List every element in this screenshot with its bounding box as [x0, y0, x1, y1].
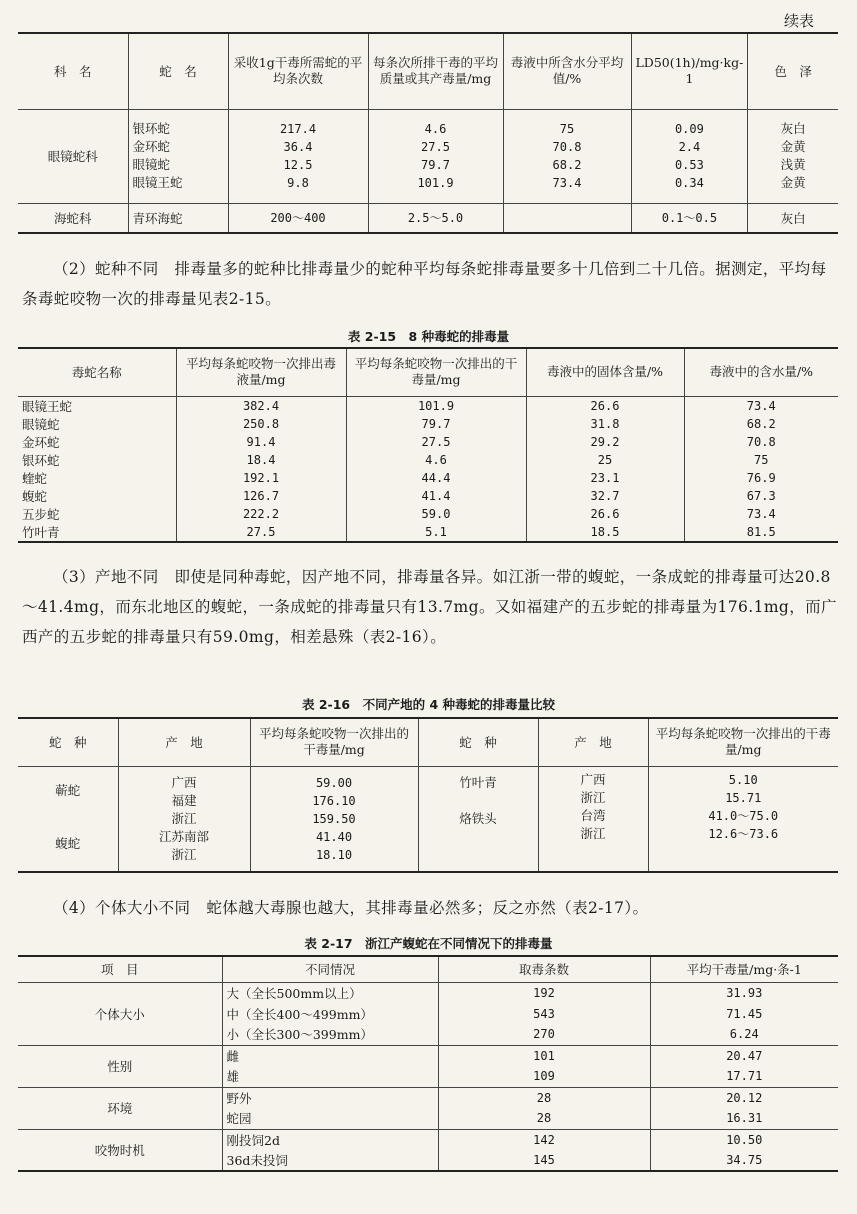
table-cell: 浙江 — [171, 846, 197, 862]
table-cell: 41.0～75.0 — [708, 808, 779, 823]
table-cell: 73.4 — [552, 176, 582, 190]
table-cell: 73.4 — [684, 505, 838, 523]
table-cell: 眼镜蛇 — [132, 157, 171, 172]
species-col — [418, 766, 538, 872]
table-cell: 176.10 — [312, 793, 356, 808]
table-cell: 烙铁头 — [459, 810, 497, 826]
table-cell: 12.6～73.6 — [708, 826, 779, 841]
table-header: 蛇 名 — [128, 33, 228, 109]
table-header: 产 地 — [538, 718, 648, 766]
table-header: 毒液中的固体含量/% — [526, 348, 684, 396]
table-cell: 0.09 — [674, 122, 704, 136]
family-cell: 海蛇科 — [53, 210, 92, 226]
table-cell: 银环蛇 — [22, 452, 60, 468]
group-cell: 环境 — [107, 1101, 133, 1116]
table-header: 蛇 种 — [48, 735, 87, 751]
group-cell: 咬物时机 — [94, 1142, 145, 1158]
table-cell: 28 — [438, 1108, 650, 1129]
table-row — [18, 469, 838, 487]
table-cell: 59.0 — [346, 505, 526, 523]
table-cell: 浙江 — [171, 810, 197, 826]
table-header: 取毒条数 — [438, 956, 650, 982]
table-row — [18, 451, 838, 469]
table-header: 平均每条蛇咬物一次排出的干毒量/mg — [250, 718, 418, 766]
table-cell: 灰白 — [748, 203, 838, 233]
table-cell: 6.24 — [650, 1024, 838, 1045]
table-cell: 27.5 — [346, 433, 526, 451]
table-header: 科 名 — [53, 64, 92, 80]
table-cell: 59.00 — [315, 775, 353, 790]
table-cell: 小（全长300～399mm） — [222, 1024, 438, 1045]
table-cell: 野外 — [222, 1087, 438, 1108]
table-cell: 5.10 — [728, 772, 758, 787]
table-header: 平均每条蛇咬物一次排出的干毒量/mg — [346, 348, 526, 396]
table-cell: 192 — [438, 982, 650, 1003]
paragraph: （2）蛇种不同 排毒量多的蛇种比排毒量少的蛇种平均每条蛇排毒量要多十几倍到二十几倍。据测定，平均每条毒蛇咬物一次的排毒量见表2-15。 — [22, 260, 827, 308]
table-cell: 蝮蛇 — [55, 835, 81, 851]
table-cell: 浙江 — [580, 789, 606, 805]
table-cell: 眼镜蛇 — [22, 416, 60, 432]
table-caption: 表 2-15 8 种毒蛇的排毒量 — [347, 329, 510, 344]
water-list — [503, 109, 631, 203]
table-header: 蛇 种 — [418, 718, 538, 766]
group-cell: 性别 — [107, 1059, 133, 1074]
table-cell: 12.5 — [283, 158, 313, 172]
table-cell — [503, 203, 631, 233]
table-cell: 20.47 — [650, 1045, 838, 1066]
table-cell: 2.5～5.0 — [368, 203, 503, 233]
table-cell: 25 — [526, 451, 684, 469]
ld50-list — [631, 109, 748, 203]
table-cell: 26.6 — [526, 505, 684, 523]
table-cell: 蕲蛇 — [55, 782, 81, 798]
table-cell: 27.5 — [176, 523, 346, 542]
table-cell: 金环蛇 — [22, 434, 60, 450]
value-col — [648, 766, 838, 872]
table-row — [18, 1045, 838, 1066]
table-cell: 79.7 — [421, 158, 450, 172]
table-cell: 159.50 — [312, 811, 356, 826]
table-cell: 0.53 — [674, 158, 704, 172]
table-cell: 20.12 — [650, 1087, 838, 1108]
table-header: 每条次所排干毒的平均质量或其产毒量/mg — [368, 33, 503, 109]
table-cell: 竹叶青 — [22, 524, 60, 540]
table-cell: 270 — [438, 1024, 650, 1045]
table-cell: 5.1 — [346, 523, 526, 542]
table-cell: 192.1 — [176, 469, 346, 487]
table-row — [18, 487, 838, 505]
table-row — [18, 433, 838, 451]
table-header: 平均干毒量/mg·条-1 — [650, 956, 838, 982]
table-cell: 36d未投饲 — [222, 1150, 438, 1171]
table-cell: 广西 — [580, 771, 606, 787]
table-row — [18, 1087, 838, 1108]
table-cell: 34.75 — [650, 1150, 838, 1171]
paragraph: （3）产地不同 即使是同种毒蛇，因产地不同，排毒量各异。如江浙一带的蝮蛇，一条成蛇的排毒量可达20.8～41.4mg，而东北地区的蝮蛇，一条成蛇的排毒量只有13.7mg。又如福建产的五步蛇的排毒量为176.1mg，而广西产的五步蛇的排毒量只有59.0mg，相差悬殊（表2-16）。 — [22, 568, 837, 646]
table-cell: 银环蛇 — [132, 121, 171, 136]
table-cell: 18.5 — [526, 523, 684, 542]
table-cell: 71.45 — [650, 1003, 838, 1024]
table-cell: 217.4 — [279, 122, 317, 136]
table-2-15 — [18, 347, 838, 543]
table-cell: 67.3 — [684, 487, 838, 505]
table-header: 色 泽 — [748, 33, 838, 109]
table-cell: 4.6 — [424, 122, 447, 136]
table-cell: 浅黄 — [780, 157, 806, 172]
table-cell: 68.2 — [684, 415, 838, 433]
table-header: 毒液中所含水分平均值/% — [503, 33, 631, 109]
table-cell: 0.34 — [674, 176, 704, 190]
table-cell: 382.4 — [176, 396, 346, 415]
table-cell: 9.8 — [287, 176, 309, 190]
table-cell: 青环海蛇 — [128, 203, 228, 233]
species-col — [18, 766, 118, 872]
table-cell: 101.9 — [346, 396, 526, 415]
table-cell: 75 — [559, 122, 575, 136]
snake-list — [128, 109, 228, 203]
table-header: 毒蛇名称 — [71, 365, 122, 381]
table-header: 毒液中的含水量/% — [684, 348, 838, 396]
table-cell: 蛇园 — [222, 1108, 438, 1129]
table-cell: 543 — [438, 1003, 650, 1024]
table-cell: 0.1～0.5 — [631, 203, 748, 233]
table-cell: 31.93 — [650, 982, 838, 1003]
table-cell: 145 — [438, 1150, 650, 1171]
table-cell: 金环蛇 — [132, 139, 171, 154]
table-cell: 15.71 — [725, 790, 762, 805]
table-header: 产 地 — [118, 718, 250, 766]
color-list — [748, 109, 838, 203]
table-header: 平均每条蛇咬物一次排出的干毒量/mg — [648, 718, 838, 766]
table-caption: 表 2-17 浙江产蝮蛇在不同情况下的排毒量 — [304, 936, 553, 951]
table-cell: 101 — [438, 1045, 650, 1066]
table-cell: 4.6 — [346, 451, 526, 469]
table-header: 不同情况 — [222, 956, 438, 982]
table-row — [18, 1129, 838, 1150]
table-row — [18, 505, 838, 523]
table-continued — [18, 32, 838, 234]
paragraph: （4）个体大小不同 蛇体越大毒腺也越大，其排毒量必然多；反之亦然（表2-17）。 — [53, 899, 649, 917]
value-col — [250, 766, 418, 872]
table-cell: 109 — [438, 1066, 650, 1087]
table-cell: 32.7 — [526, 487, 684, 505]
table-cell: 灰白 — [780, 121, 806, 136]
table-cell: 70.8 — [684, 433, 838, 451]
table-row — [18, 523, 838, 542]
table-cell: 蝮蛇 — [22, 488, 48, 504]
table-row — [18, 396, 838, 415]
table-caption: 表 2-16 不同产地的 4 种毒蛇的排毒量比较 — [301, 697, 556, 712]
table-header: 平均每条蛇咬物一次排出毒液量/mg — [176, 348, 346, 396]
table-cell: 41.40 — [315, 829, 353, 844]
table-cell: 蝰蛇 — [22, 470, 48, 486]
table-cell: 五步蛇 — [22, 506, 60, 522]
table-cell: 26.6 — [526, 396, 684, 415]
table-cell: 17.71 — [650, 1066, 838, 1087]
table-cell: 36.4 — [283, 140, 313, 154]
table-cell: 广西 — [171, 774, 197, 790]
table-cell: 250.8 — [176, 415, 346, 433]
table-cell: 76.9 — [684, 469, 838, 487]
table-header: 采收1g干毒所需蛇的平均条次数 — [228, 33, 368, 109]
table-cell: 雌 — [222, 1045, 438, 1066]
table-cell: 23.1 — [526, 469, 684, 487]
table-cell: 68.2 — [552, 158, 582, 172]
group-cell: 个体大小 — [94, 1006, 145, 1022]
table-cell: 73.4 — [684, 396, 838, 415]
table-cell: 眼镜王蛇 — [22, 398, 73, 414]
table-cell: 18.4 — [176, 451, 346, 469]
table-cell: 中（全长400～499mm） — [222, 1003, 438, 1024]
place-col — [538, 766, 648, 872]
table-cell: 91.4 — [176, 433, 346, 451]
table-cell: 2.4 — [678, 140, 701, 154]
table-header: LD50(1h)/mg·kg-1 — [631, 33, 748, 109]
table-cell: 81.5 — [684, 523, 838, 542]
table-cell: 金黄 — [780, 139, 806, 154]
table-2-17 — [18, 955, 838, 1172]
table-cell: 31.8 — [526, 415, 684, 433]
table-cell: 29.2 — [526, 433, 684, 451]
mass-list — [368, 109, 503, 203]
table-cell: 福建 — [171, 792, 197, 808]
table-row — [18, 982, 838, 1003]
table-cell: 79.7 — [346, 415, 526, 433]
table-cell: 大（全长500mm以上） — [222, 982, 438, 1003]
place-col — [118, 766, 250, 872]
table-header: 项 目 — [100, 962, 139, 978]
table-cell: 10.50 — [650, 1129, 838, 1150]
table-cell: 金黄 — [780, 175, 806, 190]
table-cell: 142 — [438, 1129, 650, 1150]
table-cell: 27.5 — [421, 140, 450, 154]
table-cell: 浙江 — [580, 825, 606, 841]
table-cell: 41.4 — [346, 487, 526, 505]
family-cell: 眼镜蛇科 — [47, 149, 98, 164]
table-cell: 雄 — [222, 1066, 438, 1087]
table-cell: 126.7 — [176, 487, 346, 505]
table-2-16 — [18, 717, 838, 873]
table-cell: 70.8 — [552, 140, 582, 154]
table-cell: 18.10 — [315, 847, 353, 862]
table-cell: 16.31 — [650, 1108, 838, 1129]
table-cell: 江苏南部 — [158, 828, 209, 844]
table-cell: 眼镜王蛇 — [132, 175, 183, 190]
table-cell: 75 — [684, 451, 838, 469]
continued-label: 续表 — [784, 12, 815, 30]
table-cell: 101.9 — [417, 176, 454, 190]
table-cell: 刚投饲2d — [222, 1129, 438, 1150]
count-list — [228, 109, 368, 203]
table-cell: 台湾 — [580, 807, 606, 823]
table-cell: 28 — [438, 1087, 650, 1108]
table-cell: 222.2 — [176, 505, 346, 523]
table-row — [18, 415, 838, 433]
table-cell: 竹叶青 — [459, 774, 497, 790]
table-cell: 200～400 — [228, 203, 368, 233]
table-cell: 44.4 — [346, 469, 526, 487]
